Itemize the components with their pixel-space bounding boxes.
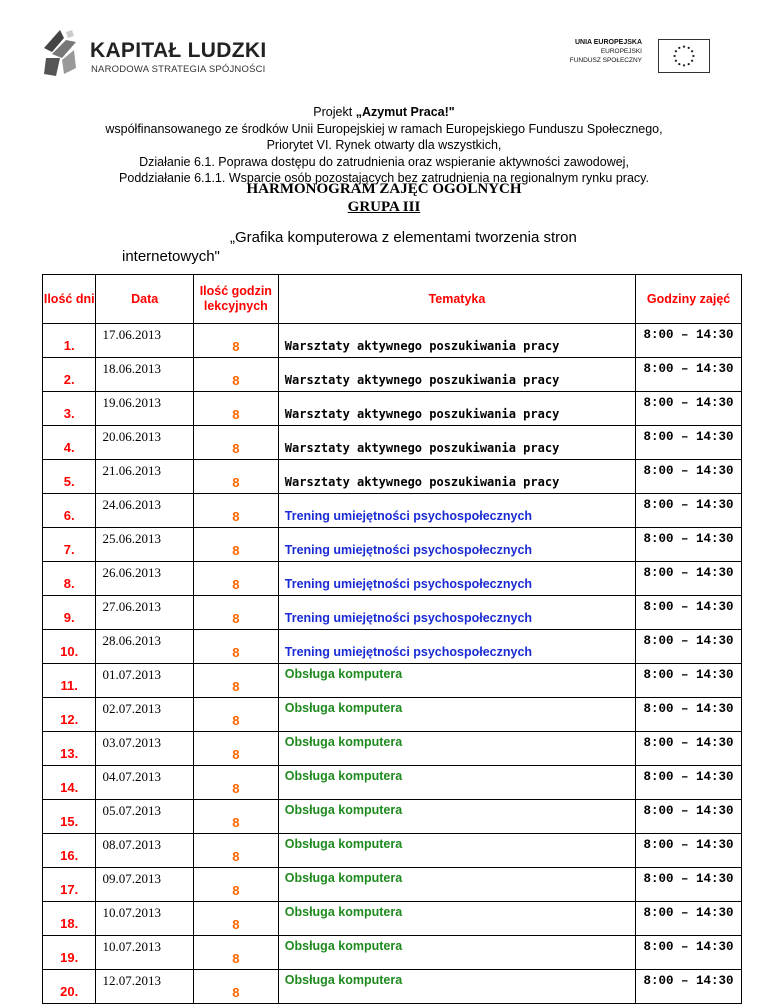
row-number: 11. (43, 664, 96, 698)
table-row (43, 766, 742, 800)
kapital-ludzki-mark-icon (42, 28, 78, 78)
header-date: Data (96, 275, 193, 324)
row-time: 8:00 – 14:30 (636, 460, 742, 494)
row-hours: 8 (193, 766, 278, 800)
row-time: 8:00 – 14:30 (636, 698, 742, 732)
project-info (0, 104, 768, 187)
row-date: 17.06.2013 (96, 324, 193, 358)
row-topic: Warsztaty aktywnego poszukiwania pracy (278, 324, 635, 358)
project-prefix: Projekt (313, 105, 356, 119)
row-hours: 8 (193, 868, 278, 902)
row-number: 7. (43, 528, 96, 562)
row-time: 8:00 – 14:30 (636, 664, 742, 698)
row-date: 10.07.2013 (96, 936, 193, 970)
eu-line-3: FUNDUSZ SPOŁECZNY (569, 57, 642, 64)
table-row (43, 800, 742, 834)
row-date: 10.07.2013 (96, 902, 193, 936)
kapital-ludzki-subtitle: NARODOWA STRATEGIA SPÓJNOŚCI (91, 64, 266, 75)
row-date: 12.07.2013 (96, 970, 193, 1004)
row-time: 8:00 – 14:30 (636, 902, 742, 936)
row-hours: 8 (193, 596, 278, 630)
table-row (43, 834, 742, 868)
row-number: 19. (43, 936, 96, 970)
row-topic: Warsztaty aktywnego poszukiwania pracy (278, 358, 635, 392)
header-topic: Tematyka (278, 275, 635, 324)
document-title (0, 180, 768, 216)
row-hours: 8 (193, 460, 278, 494)
row-date: 05.07.2013 (96, 800, 193, 834)
row-hours: 8 (193, 562, 278, 596)
project-line-2: współfinansowanego ze środków Unii Europejskiej w ramach Europejskiego Funduszu Społecznego, (105, 121, 663, 136)
schedule-table (42, 274, 742, 1004)
row-time: 8:00 – 14:30 (636, 936, 742, 970)
row-topic: Trening umiejętności psychospołecznych (278, 596, 635, 630)
row-time: 8:00 – 14:30 (636, 800, 742, 834)
table-row (43, 630, 742, 664)
project-name: „Azymut Praca!" (355, 105, 455, 119)
row-topic: Obsługa komputera (278, 766, 635, 800)
row-hours: 8 (193, 800, 278, 834)
row-topic: Warsztaty aktywnego poszukiwania pracy (278, 426, 635, 460)
row-topic: Obsługa komputera (278, 936, 635, 970)
course-line-2: internetowych" (122, 248, 220, 265)
row-hours: 8 (193, 324, 278, 358)
table-row (43, 460, 742, 494)
row-hours: 8 (193, 426, 278, 460)
row-number: 4. (43, 426, 96, 460)
table-row (43, 732, 742, 766)
row-number: 8. (43, 562, 96, 596)
table-row (43, 596, 742, 630)
row-topic: Obsługa komputera (278, 868, 635, 902)
project-line-5: Poddziałanie 6.1.1. Wsparcie osób pozostających bez zatrudnienia na regionalnym rynku pracy. (119, 171, 649, 185)
row-number: 3. (43, 392, 96, 426)
row-hours: 8 (193, 358, 278, 392)
row-date: 04.07.2013 (96, 766, 193, 800)
row-date: 09.07.2013 (96, 868, 193, 902)
row-time: 8:00 – 14:30 (636, 596, 742, 630)
row-number: 18. (43, 902, 96, 936)
row-number: 14. (43, 766, 96, 800)
eu-logo (560, 38, 710, 72)
row-number: 10. (43, 630, 96, 664)
row-time: 8:00 – 14:30 (636, 732, 742, 766)
row-time: 8:00 – 14:30 (636, 834, 742, 868)
row-date: 26.06.2013 (96, 562, 193, 596)
eu-logo-text (570, 38, 642, 65)
row-date: 19.06.2013 (96, 392, 193, 426)
row-number: 17. (43, 868, 96, 902)
row-hours: 8 (193, 494, 278, 528)
row-time: 8:00 – 14:30 (636, 392, 742, 426)
row-topic: Warsztaty aktywnego poszukiwania pracy (278, 392, 635, 426)
row-date: 03.07.2013 (96, 732, 193, 766)
row-time: 8:00 – 14:30 (636, 494, 742, 528)
row-topic: Obsługa komputera (278, 902, 635, 936)
row-date: 08.07.2013 (96, 834, 193, 868)
table-row (43, 358, 742, 392)
row-hours: 8 (193, 902, 278, 936)
table-row (43, 698, 742, 732)
table-row (43, 494, 742, 528)
row-time: 8:00 – 14:30 (636, 358, 742, 392)
row-number: 13. (43, 732, 96, 766)
row-time: 8:00 – 14:30 (636, 970, 742, 1004)
row-number: 2. (43, 358, 96, 392)
row-time: 8:00 – 14:30 (636, 528, 742, 562)
project-line-4: Działanie 6.1. Poprawa dostępu do zatrudnienia oraz wspieranie aktywności zawodowej, (139, 154, 629, 169)
row-topic: Obsługa komputera (278, 698, 635, 732)
row-hours: 8 (193, 698, 278, 732)
table-row (43, 528, 742, 562)
row-number: 9. (43, 596, 96, 630)
row-date: 02.07.2013 (96, 698, 193, 732)
course-name (122, 228, 622, 266)
row-topic: Trening umiejętności psychospołecznych (278, 630, 635, 664)
row-topic: Trening umiejętności psychospołecznych (278, 494, 635, 528)
table-row (43, 324, 742, 358)
row-time: 8:00 – 14:30 (636, 562, 742, 596)
kapital-ludzki-logo (42, 28, 267, 80)
row-hours: 8 (193, 732, 278, 766)
table-row (43, 392, 742, 426)
row-time: 8:00 – 14:30 (636, 426, 742, 460)
schedule-body (43, 324, 742, 1004)
row-number: 16. (43, 834, 96, 868)
row-date: 24.06.2013 (96, 494, 193, 528)
header-num: Ilość dni (43, 275, 96, 324)
eu-line-1: UNIA EUROPEJSKA (574, 39, 642, 46)
row-hours: 8 (193, 970, 278, 1004)
eu-flag-icon (658, 39, 710, 73)
table-row (43, 426, 742, 460)
row-time: 8:00 – 14:30 (636, 324, 742, 358)
table-header-row (43, 275, 742, 324)
row-time: 8:00 – 14:30 (636, 868, 742, 902)
project-line-3: Priorytet VI. Rynek otwarty dla wszystkich, (266, 138, 502, 152)
table-row (43, 664, 742, 698)
table-row (43, 868, 742, 902)
row-topic: Warsztaty aktywnego poszukiwania pracy (278, 460, 635, 494)
row-number: 6. (43, 494, 96, 528)
row-date: 20.06.2013 (96, 426, 193, 460)
row-date: 25.06.2013 (96, 528, 193, 562)
row-date: 18.06.2013 (96, 358, 193, 392)
row-hours: 8 (193, 664, 278, 698)
row-topic: Obsługa komputera (278, 834, 635, 868)
row-date: 28.06.2013 (96, 630, 193, 664)
title-line-2: GRUPA III (347, 199, 421, 215)
table-row (43, 936, 742, 970)
row-number: 12. (43, 698, 96, 732)
row-topic: Trening umiejętności psychospołecznych (278, 562, 635, 596)
row-topic: Obsługa komputera (278, 732, 635, 766)
project-line-1 (0, 104, 768, 121)
row-time: 8:00 – 14:30 (636, 630, 742, 664)
header-time: Godziny zajęć (636, 275, 742, 324)
row-topic: Obsługa komputera (278, 970, 635, 1004)
table-row (43, 970, 742, 1004)
row-hours: 8 (193, 630, 278, 664)
row-date: 27.06.2013 (96, 596, 193, 630)
row-topic: Obsługa komputera (278, 664, 635, 698)
row-hours: 8 (193, 936, 278, 970)
header-hours: Ilość godzin lekcyjnych (193, 275, 278, 324)
row-date: 21.06.2013 (96, 460, 193, 494)
title-line-1: HARMONOGRAM ZAJĘĆ OGÓLNYCH (246, 181, 522, 197)
kapital-ludzki-title: KAPITAŁ LUDZKI (90, 39, 267, 62)
row-topic: Trening umiejętności psychospołecznych (278, 528, 635, 562)
eu-line-2: EUROPEJSKI (600, 48, 642, 55)
row-hours: 8 (193, 528, 278, 562)
row-hours: 8 (193, 834, 278, 868)
row-number: 15. (43, 800, 96, 834)
row-time: 8:00 – 14:30 (636, 766, 742, 800)
course-line-1: „Grafika komputerowa z elementami tworzenia stron (230, 229, 577, 246)
row-number: 20. (43, 970, 96, 1004)
row-topic: Obsługa komputera (278, 800, 635, 834)
row-date: 01.07.2013 (96, 664, 193, 698)
row-number: 5. (43, 460, 96, 494)
row-hours: 8 (193, 392, 278, 426)
table-row (43, 562, 742, 596)
table-row (43, 902, 742, 936)
row-number: 1. (43, 324, 96, 358)
